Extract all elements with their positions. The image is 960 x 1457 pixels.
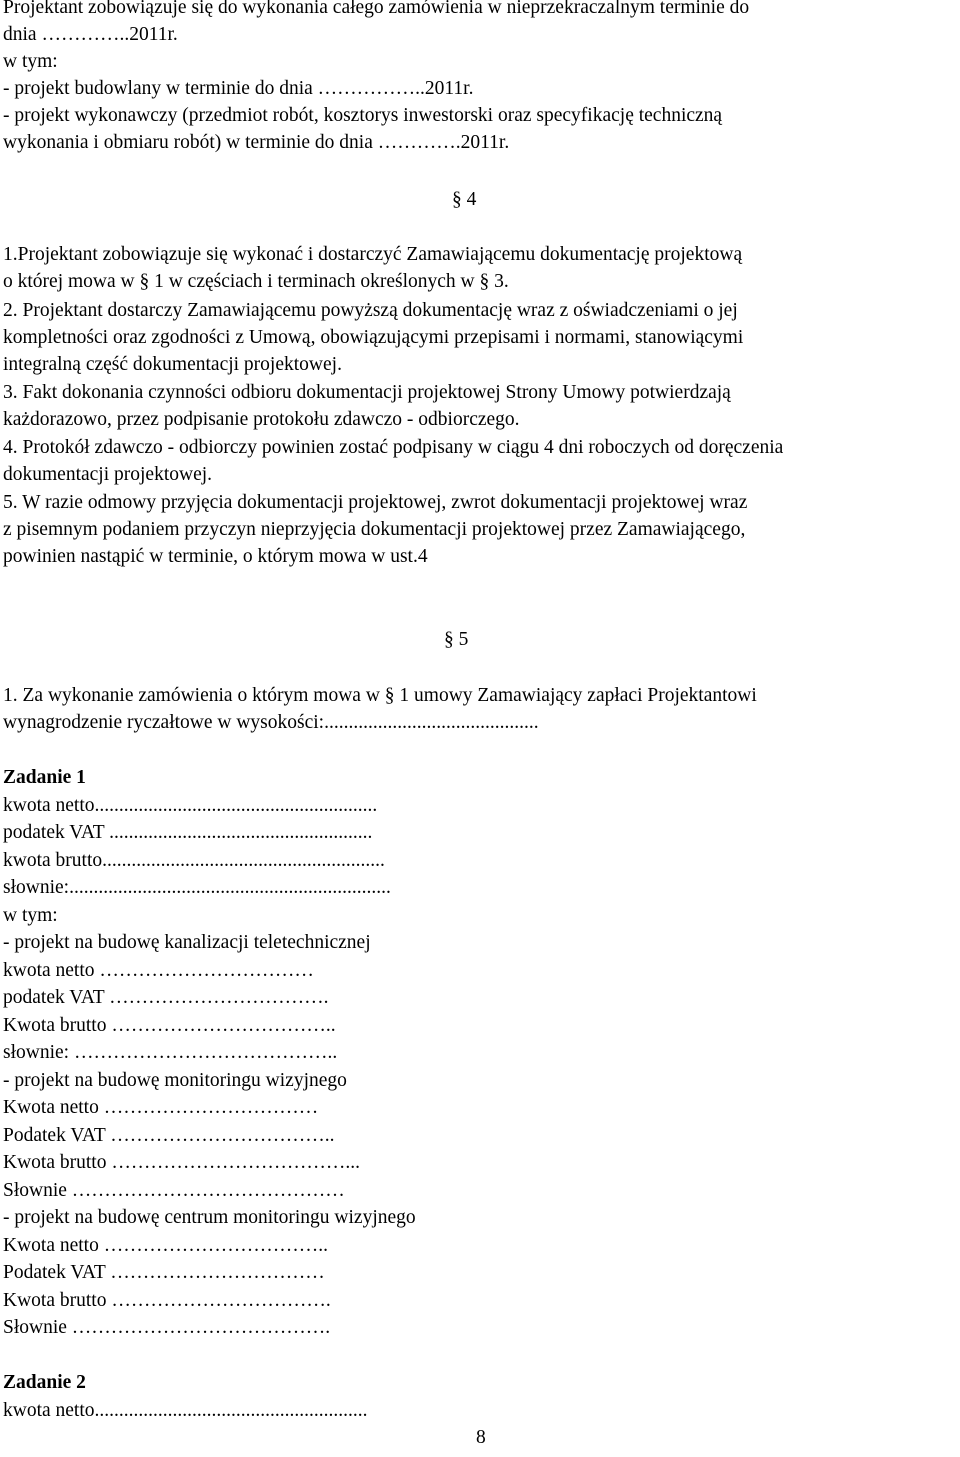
paragraph-line: 4. Protokół zdawczo - odbiorczy powinien zostać podpisany w ciągu 4 dni roboczych od doręczenia: [3, 437, 784, 458]
paragraph-line: integralną część dokumentacji projektowej.: [3, 354, 342, 375]
list-item: Kwota netto ……………………………: [3, 1097, 319, 1118]
text-line: Projektant zobowiązuje się do wykonania całego zamówienia w nieprzekraczalnym terminie do: [3, 0, 750, 18]
text-line: w tym:: [3, 51, 58, 72]
list-item: Kwota brutto ………………………………...: [3, 1152, 360, 1173]
list-item: Słownie ………………………………….: [3, 1317, 331, 1338]
paragraph-line: 3. Fakt dokonania czynności odbioru dokumentacji projektowej Strony Umowy potwierdzają: [3, 382, 731, 403]
paragraph-line: powinien nastąpić w terminie, o którym mowa w ust.4: [3, 546, 428, 567]
list-item: Kwota brutto ……………………………..: [3, 1015, 336, 1036]
list-item: kwota netto ……………………………: [3, 960, 314, 981]
list-item: Słownie ……………………………………: [3, 1180, 345, 1201]
paragraph-line: 1. Za wykonanie zamówienia o którym mowa w § 1 umowy Zamawiający zapłaci Projektantowi: [3, 685, 757, 706]
list-item: Podatek VAT ……………………………: [3, 1262, 325, 1283]
list-item: podatek VAT ......................................................: [3, 822, 373, 843]
list-item: Kwota netto ……………………………..: [3, 1235, 328, 1256]
page-number: 8: [476, 1427, 486, 1448]
list-item: kwota brutto..........................................................: [3, 850, 385, 871]
section-heading-4: § 4: [452, 189, 477, 210]
list-item: kwota netto..........................................................: [3, 795, 378, 816]
paragraph-line: każdorazowo, przez podpisanie protokołu zdawczo - odbiorczego.: [3, 409, 520, 430]
paragraph-line: z pisemnym podaniem przyczyn nieprzyjęcia dokumentacji projektowej przez Zamawiającego,: [3, 519, 746, 540]
list-item: kwota netto........................................................: [3, 1400, 368, 1421]
list-item: - projekt na budowę kanalizacji teletechnicznej: [3, 932, 371, 953]
paragraph-line: kompletności oraz zgodności z Umową, obowiązującymi przepisami i normami, stanowiącymi: [3, 327, 744, 348]
text-line: wykonania i obmiaru robót) w terminie do dnia ………….2011r.: [3, 132, 510, 153]
list-item: w tym:: [3, 905, 58, 926]
list-item: - projekt na budowę centrum monitoringu wizyjnego: [3, 1207, 416, 1228]
list-item: - projekt na budowę monitoringu wizyjnego: [3, 1070, 347, 1091]
list-item: Podatek VAT ……………………………..: [3, 1125, 335, 1146]
paragraph-line: o której mowa w § 1 w częściach i terminach określonych w § 3.: [3, 271, 509, 292]
section-heading-5: § 5: [444, 629, 469, 650]
zadanie-2-title: Zadanie 2: [3, 1372, 86, 1393]
paragraph-line: 1.Projektant zobowiązuje się wykonać i dostarczyć Zamawiającemu dokumentację projektową: [3, 244, 743, 265]
list-item: Kwota brutto …………………………….: [3, 1290, 331, 1311]
list-item: podatek VAT …………………………….: [3, 987, 329, 1008]
paragraph-line: 5. W razie odmowy przyjęcia dokumentacji projektowej, zwrot dokumentacji projektowej wraz: [3, 492, 748, 513]
paragraph-line: wynagrodzenie ryczałtowe w wysokości:............................................: [3, 712, 539, 733]
paragraph-line: dokumentacji projektowej.: [3, 464, 213, 485]
text-line: - projekt budowlany w terminie do dnia ……………..2011r.: [3, 78, 474, 99]
paragraph-line: 2. Projektant dostarczy Zamawiającemu powyższą dokumentację wraz z oświadczeniami o jej: [3, 300, 738, 321]
zadanie-1-title: Zadanie 1: [3, 767, 86, 788]
list-item: słownie:..................................................................: [3, 877, 391, 898]
text-line: dnia …………..2011r.: [3, 24, 178, 45]
list-item: słownie: …………………………………..: [3, 1042, 338, 1063]
text-line: - projekt wykonawczy (przedmiot robót, kosztorys inwestorski oraz specyfikację techniczną: [3, 105, 723, 126]
